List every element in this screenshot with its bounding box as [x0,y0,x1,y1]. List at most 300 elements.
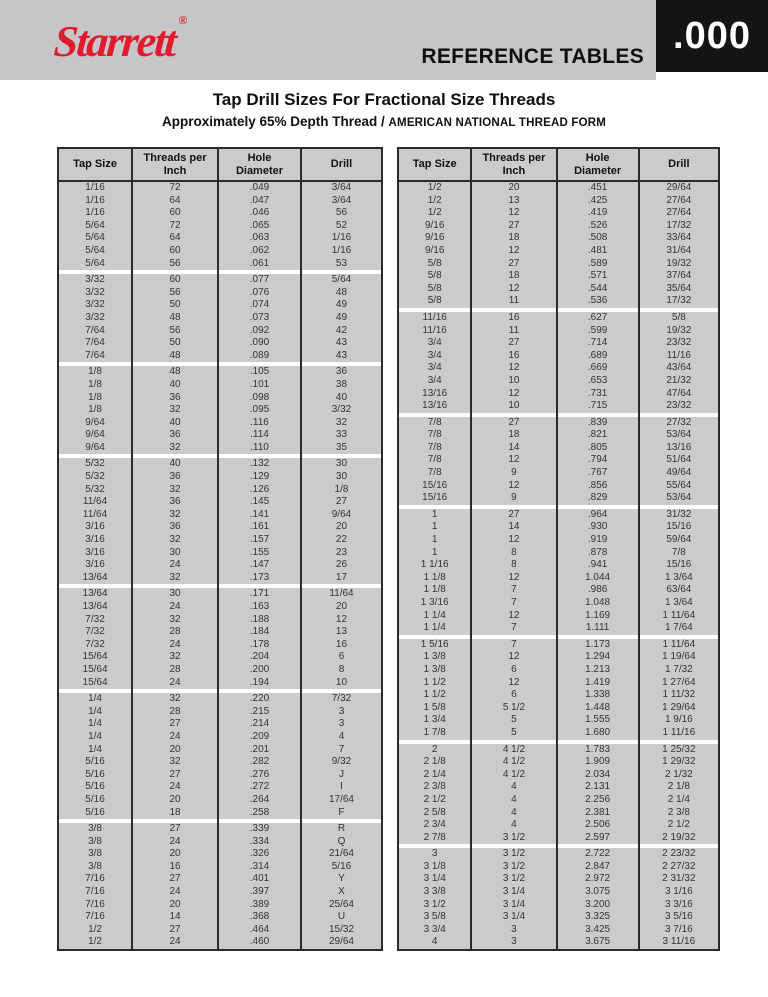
table-cell: 3 1/16 [664,886,693,898]
table-cell: 31/64 [666,244,692,256]
table-cell: 3/16 [59,547,133,560]
table-cell: 2 1/8 [399,756,472,769]
table-cell: 42 [335,324,348,336]
table-row [59,693,381,706]
table-cell: .077 [219,274,302,287]
table-cell: 56 [335,207,348,219]
table-cell: .178 [219,639,302,652]
table-cell: 12 [472,534,557,547]
table-row [59,718,381,731]
table-cell: 3/4 [399,337,472,350]
table-cell: 3 1/4 [472,886,557,899]
table-cell: 3/16 [59,521,133,534]
table-row [399,350,718,363]
table-cell: 15/64 [59,651,133,664]
table-cell: 55/64 [666,479,692,491]
table-cell: 1 [399,521,472,534]
table-row [399,861,718,874]
table-cell: .101 [219,379,302,392]
table-cell: 30 [133,547,219,560]
table-cell: Q [337,835,346,847]
table-row [399,936,718,949]
table-row [399,534,718,547]
table-cell: 5/32 [59,484,133,497]
table-cell: 7/16 [59,886,133,899]
table-cell: .986 [558,584,640,597]
table-row [399,325,718,338]
table-cell: 48 [133,350,219,363]
table-cell: 2.597 [558,832,640,845]
table-cell: .964 [558,509,640,522]
table-cell: 2.381 [558,807,640,820]
table-cell: .930 [558,521,640,534]
column-header-hole-diameter: Hole Diameter [219,149,302,180]
table-row [399,207,718,220]
table-cell: 16 [472,350,557,363]
table-cell: 4 1/2 [472,744,557,757]
table-cell: .046 [219,207,302,220]
table-cell: 20 [133,848,219,861]
table-cell: 13 [472,195,557,208]
table-cell: .114 [219,429,302,442]
table-cell: 1/16 [331,244,352,256]
table-cell: 1 [399,509,472,522]
table-cell: 30 [335,458,348,470]
table-cell: 1.294 [558,651,640,664]
table-cell: 11/16 [666,349,691,361]
table-cell: 7/64 [59,350,133,363]
table-cell: 24 [133,781,219,794]
table-cell: .571 [558,270,640,283]
table-cell: 4 [472,807,557,820]
table-cell: 3 3/8 [399,886,472,899]
table-cell: 2.847 [558,861,640,874]
table-cell: 38 [335,378,348,390]
table-row [59,258,381,271]
table-cell: 1 11/64 [662,638,696,650]
table-cell: 5/64 [331,274,352,286]
table-cell: 27 [472,509,557,522]
table-cell: 9/16 [399,245,472,258]
table-cell: 4 [472,819,557,832]
table-cell: .073 [219,312,302,325]
table-cell: .272 [219,781,302,794]
table-cell: 3/4 [399,362,472,375]
table-cell: .508 [558,232,640,245]
table-cell: F [338,806,345,818]
table-cell: 1.448 [558,702,640,715]
table-cell: 27 [472,337,557,350]
table-cell: 1 29/32 [662,756,696,768]
table-cell: 11/64 [59,496,133,509]
table-cell: .599 [558,325,640,338]
table-cell: 7 [472,622,557,635]
table-cell: 1 5/16 [399,639,472,652]
table-body [399,182,718,949]
column-header-hole-diameter: Hole Diameter [558,149,640,180]
table-cell: 1 1/4 [399,622,472,635]
page-code: .000 [673,14,751,57]
table-cell: 12 [335,613,348,625]
table-cell: 5/8 [399,258,472,271]
page-code-box [656,0,768,72]
table-cell: 7/8 [399,442,472,455]
table-cell: 10 [472,400,557,413]
table-cell: 3/16 [59,559,133,572]
table-cell: 1/8 [59,379,133,392]
table-row [399,584,718,597]
table-row [59,836,381,849]
table-cell: 14 [472,442,557,455]
table-cell: 25/64 [328,898,354,910]
table-cell: 6 [338,651,345,663]
table-cell: 14 [133,911,219,924]
table-cell: 15/16 [666,521,692,533]
table-cell: 1/16 [59,207,133,220]
table-cell: .063 [219,232,302,245]
table-cell: 32 [133,404,219,417]
table-cell: 2 19/32 [662,831,696,843]
table-cell: .155 [219,547,302,560]
table-row [59,325,381,338]
table-cell: 3.200 [558,899,640,912]
table-row [399,819,718,832]
table-cell: 23/32 [666,337,692,349]
table-cell: 43 [335,349,348,361]
table-row [399,232,718,245]
table-row [399,727,718,740]
table-cell: 56 [133,258,219,271]
table-cell: .282 [219,756,302,769]
table-row [59,677,381,690]
table-cell: 23/32 [666,400,692,412]
table-row [59,651,381,664]
table-cell: 2 3/4 [399,819,472,832]
table-row [59,417,381,430]
table-cell: 28 [133,664,219,677]
table-cell: 3/32 [331,404,352,416]
table-cell: .194 [219,677,302,690]
table-cell: 1/8 [59,366,133,379]
table-cell: 1/2 [399,182,472,195]
table-cell: 64 [133,232,219,245]
table-cell: .334 [219,836,302,849]
table-cell: 43/64 [666,362,692,374]
table-cell: 30 [335,471,348,483]
table-cell: 32 [133,534,219,547]
table-cell: 43 [335,337,348,349]
table-cell: 5/16 [59,756,133,769]
table-row [59,626,381,639]
table-cell: 1 1/2 [399,689,472,702]
table-cell: 1.680 [558,727,640,740]
table-row [59,639,381,652]
banner-title: REFERENCE TABLES [421,45,644,68]
table-cell: 3/64 [331,194,352,206]
table-cell: 3 1/4 [472,911,557,924]
table-row [399,258,718,271]
table-cell: .171 [219,588,302,601]
table-cell: 3.425 [558,924,640,937]
table-cell: 1 7/64 [664,622,693,634]
page-title: Tap Drill Sizes For Fractional Size Threads [212,90,556,109]
table-cell: .157 [219,534,302,547]
table-row [59,274,381,287]
table-cell: 1 3/8 [399,651,472,664]
table-cell: .147 [219,559,302,572]
table-cell: 1/4 [59,693,133,706]
table-cell: 15/64 [59,677,133,690]
table-cell: 5/64 [59,220,133,233]
table-cell: 2 31/32 [662,873,696,885]
table-cell: 2 27/32 [662,860,696,872]
table-row [399,597,718,610]
table-cell: 48 [335,286,348,298]
table-cell: .368 [219,911,302,924]
table-cell: 1 3/4 [399,714,472,727]
table-cell: 23 [335,546,348,558]
table-cell: 1 27/64 [662,676,696,688]
table-row [59,429,381,442]
table-row [399,911,718,924]
table-cell: 2 1/8 [667,781,690,793]
table-cell: 7 [472,597,557,610]
table-row [59,588,381,601]
table-cell: 5/16 [59,794,133,807]
table-row [59,899,381,912]
table-cell: 7/16 [59,873,133,886]
table-row [59,207,381,220]
table-cell: 3/8 [59,861,133,874]
table-cell: 18 [472,232,557,245]
table-cell: 1.783 [558,744,640,757]
table-cell: 13/16 [666,441,692,453]
table-cell: 7/16 [59,899,133,912]
table-cell: .919 [558,534,640,547]
table-row [59,744,381,757]
table-cell: .141 [219,509,302,522]
table-cell: 27 [133,769,219,782]
table-row [399,664,718,677]
table-cell: 1 1/2 [399,677,472,690]
table-cell: 11 [472,325,557,338]
table-cell: 63/64 [666,584,692,596]
table-cell: 3 1/2 [472,873,557,886]
table-cell: I [340,781,343,793]
column-header-tap-size: Tap Size [399,149,472,180]
table-cell: .536 [558,295,640,308]
table-cell: 2.131 [558,781,640,794]
table-row [59,245,381,258]
table-cell: 1/8 [59,392,133,405]
table-cell: 52 [335,219,348,231]
table-cell: 33 [335,429,348,441]
table-cell: 10 [335,676,348,688]
table-cell: 4 [472,781,557,794]
table-cell: .314 [219,861,302,874]
tap-drill-table-right [397,147,720,951]
table-cell: 9/64 [59,429,133,442]
table-cell: 27/64 [666,207,692,219]
table-row [399,899,718,912]
table-cell: 36 [133,429,219,442]
table-cell: 36 [133,471,219,484]
table-cell: 27 [133,823,219,836]
table-cell: 6 [472,689,557,702]
table-cell: 9/64 [59,417,133,430]
table-cell: 5/8 [399,283,472,296]
table-row [59,601,381,614]
table-cell: 2 1/4 [399,769,472,782]
table-row [59,781,381,794]
table-cell: .689 [558,350,640,363]
table-cell: .126 [219,484,302,497]
table-cell: 5/16 [331,860,352,872]
table-cell: 50 [133,299,219,312]
table-cell: .065 [219,220,302,233]
table-row [399,781,718,794]
table-row [399,388,718,401]
table-row [399,362,718,375]
table-cell: 2 23/32 [662,848,696,860]
table-row [399,807,718,820]
table-row [59,496,381,509]
table-cell: 9/16 [399,232,472,245]
table-row [399,794,718,807]
table-row [59,299,381,312]
table-cell: 1/2 [399,207,472,220]
table-cell: 7/32 [59,639,133,652]
table-cell: 1 [399,547,472,560]
table-cell: 14 [472,521,557,534]
table-cell: 18 [133,807,219,820]
table-cell: 72 [133,182,219,195]
table-cell: 1.169 [558,610,640,623]
table-cell: 1/4 [59,731,133,744]
table-cell: .047 [219,195,302,208]
table-cell: R [337,823,346,835]
table-cell: 3 3/4 [399,924,472,937]
table-row [399,429,718,442]
table-cell: .481 [558,245,640,258]
table-cell: 1.044 [558,572,640,585]
table-cell: .258 [219,807,302,820]
table-cell: 5/8 [671,311,686,323]
table-cell: .200 [219,664,302,677]
table-cell: 1/16 [59,195,133,208]
table-cell: 16 [335,638,348,650]
table-cell: 53/64 [666,492,692,504]
table-row [399,714,718,727]
table-cell: .326 [219,848,302,861]
table-row [59,442,381,455]
table-cell: .715 [558,400,640,413]
table-cell: 7/16 [59,911,133,924]
table-row [59,312,381,325]
table-cell: .941 [558,559,640,572]
table-cell: 40 [335,391,348,403]
table-row [399,195,718,208]
table-cell: .839 [558,417,640,430]
subtitle-main: Approximately 65% Depth Thread / [161,114,389,129]
table-cell: 32 [133,651,219,664]
table-cell: 30 [133,588,219,601]
table-cell: 49 [335,311,348,323]
table-cell: 3/64 [331,182,352,193]
table-cell: .163 [219,601,302,614]
table-row [399,442,718,455]
table-cell: 5/32 [59,471,133,484]
column-header-threads-per-inch: Threads per Inch [472,149,557,180]
starrett-logo [52,13,188,67]
table-cell: .062 [219,245,302,258]
table-cell: 36 [133,496,219,509]
table-cell: 2 [399,744,472,757]
table-cell: 5/64 [59,258,133,271]
table-cell: 7/8 [399,454,472,467]
table-cell: 7/32 [59,626,133,639]
table-cell: 2 7/8 [399,832,472,845]
table-row [59,823,381,836]
table-row [399,886,718,899]
table-row [399,295,718,308]
registered-mark-icon: ® [177,13,188,28]
table-row [59,769,381,782]
table-row [59,366,381,379]
table-row [59,350,381,363]
table-cell: 3 [472,936,557,949]
subtitle-caps: AMERICAN NATIONAL THREAD FORM [388,117,607,129]
table-cell: 15/32 [328,923,354,935]
table-cell: .116 [219,417,302,430]
table-cell: .173 [219,572,302,585]
table-row [59,936,381,949]
page-subtitle [0,114,768,129]
table-cell: 1 25/32 [662,743,696,755]
table-row [399,639,718,652]
table-cell: 9 [472,467,557,480]
table-cell: .589 [558,258,640,271]
table-cell: 1 9/16 [664,714,693,726]
table-cell: 27 [133,718,219,731]
table-cell: 24 [133,731,219,744]
table-cell: .714 [558,337,640,350]
table-cell: 3 7/16 [664,923,693,935]
table-cell: 49/64 [666,467,692,479]
table-row [59,337,381,350]
table-cell: 24 [133,677,219,690]
table-cell: 20 [335,601,348,612]
table-row [399,924,718,937]
table-cell: 1/16 [331,232,352,244]
table-row [399,454,718,467]
table-cell: .805 [558,442,640,455]
table-cell: 28 [133,706,219,719]
table-cell: 7 [472,584,557,597]
table-cell: 3/32 [59,299,133,312]
table-cell: 1.213 [558,664,640,677]
table-cell: 2 1/32 [664,768,693,780]
table-cell: 5/8 [399,295,472,308]
table-cell: 1 3/8 [399,664,472,677]
table-cell: 1 19/64 [662,651,696,663]
table-cell: .110 [219,442,302,455]
table-cell: 24 [133,886,219,899]
table-cell: 48 [133,366,219,379]
table-cell: 12 [472,454,557,467]
table-cell: 12 [472,207,557,220]
table-cell: 12 [472,388,557,401]
